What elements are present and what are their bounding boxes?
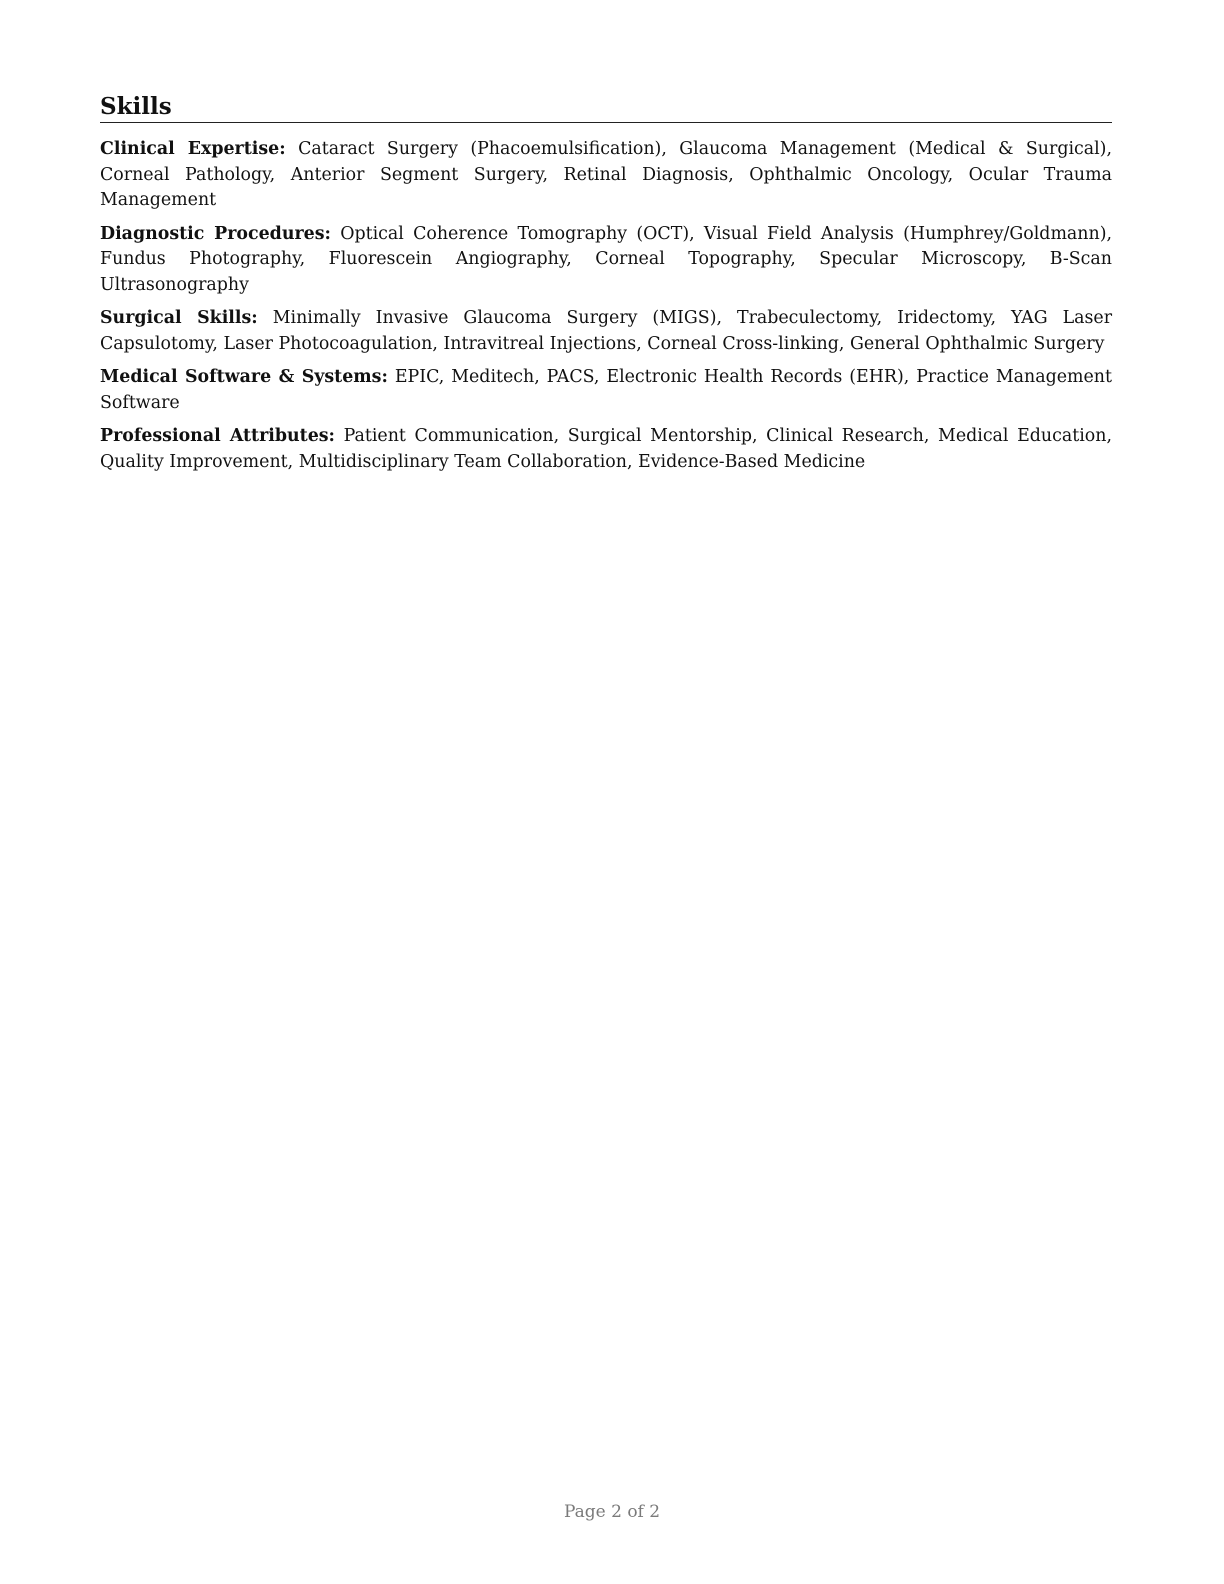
skill-label: Clinical Expertise: — [100, 139, 286, 159]
skill-item-professional-attributes — [100, 424, 1112, 475]
skill-label: Diagnostic Procedures: — [100, 223, 331, 244]
section-title: Skills — [100, 93, 172, 120]
skill-text: EPIC, Meditech, PACS, Electronic Health Records (EHR), Practice Management Software — [100, 367, 1112, 413]
skill-text: Cataract Surgery (Phacoemulsification), Glaucoma Management (Medical & Surgical), Corneal Pathology, Anterior Segment Surgery, Retinal Diagnosis, Ophthalmic Oncology, Ocular Trauma Management — [100, 139, 1112, 210]
skill-item-clinical-expertise — [100, 137, 1112, 214]
skill-item-surgical-skills — [100, 306, 1112, 357]
skill-label: Professional Attributes: — [100, 426, 335, 446]
section-divider — [100, 122, 1112, 123]
skill-item-diagnostic-procedures — [100, 222, 1112, 299]
skill-label: Surgical Skills: — [100, 308, 258, 328]
page-number: Page 2 of 2 — [563, 1502, 661, 1522]
skill-text: Minimally Invasive Glaucoma Surgery (MIGS), Trabeculectomy, Iridectomy, YAG Laser Capsulotomy, Laser Photocoagulation, Intravitreal Injections, Corneal Cross-linking, General Ophthalmic Surgery — [100, 308, 1113, 354]
skills-list — [100, 137, 1112, 475]
skill-label: Medical Software & Systems: — [100, 367, 388, 387]
skill-text: Patient Communication, Surgical Mentorship, Clinical Research, Medical Education, Quality Improvement, Multidisciplinary Team Collaboration, Evidence-Based Medicine — [100, 426, 1112, 472]
skill-item-medical-software — [100, 365, 1112, 416]
page-content — [100, 92, 1112, 483]
skill-text: Optical Coherence Tomography (OCT), Visual Field Analysis (Humphrey/Goldmann), Fundus Photography, Fluorescein Angiography, Corneal Topography, Specular Microscopy, B-Scan Ultrasonography — [100, 223, 1113, 295]
